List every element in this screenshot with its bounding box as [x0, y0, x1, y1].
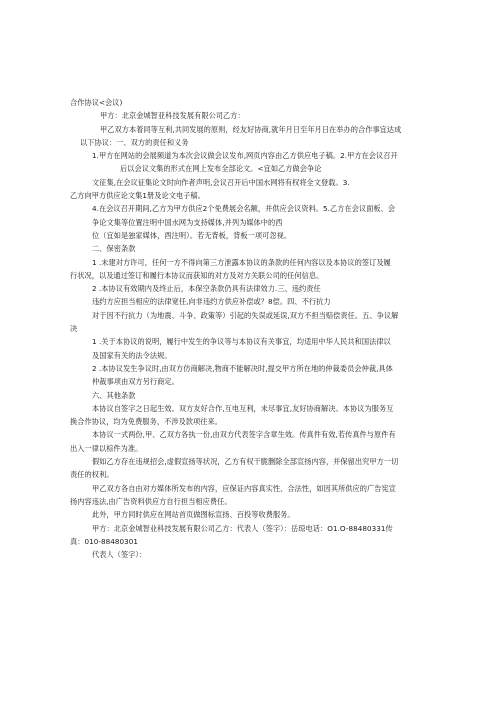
- clause-line: 1 .关于本协议的说明，履行中发生的争议等与本协议有关事宜，均适用中华人民共和国法律以: [92, 337, 391, 347]
- clause-line: 决: [70, 324, 78, 334]
- section-heading: 六、其他条款: [92, 390, 136, 400]
- clause-line: 换合作协议，均为免费服务，不涉及款项往来。: [70, 417, 222, 427]
- fax-line: 真：010-88480301: [70, 536, 138, 546]
- document-title: 合作协议<会议): [70, 98, 123, 107]
- preamble-line: 甲乙双方本着同等互利,共同发展的原则，经友好协商,就年月日至年月日在举办的合作事宜达成: [100, 124, 402, 134]
- agreement-body: [70, 96, 434, 561]
- clause-line: 位（宜如是独家媒体，酉注明）。若无背板，背板一项可忽视。: [92, 230, 292, 240]
- clause-line: 行状况，以及通过签订和履行本协议而获知的对方及对方关联公司的任何信息。: [70, 270, 324, 280]
- representative-signature: 代表人（签字）：: [92, 550, 147, 560]
- clause-line: 此外，甲方同时供应在网站首页做图标宣扬、百投等收费服务。: [92, 510, 295, 520]
- clause-line: 仲裁事项由双方另行商定。: [92, 377, 179, 387]
- clause-line: 2 .本协议有效期内及终止后，本保空条款仍具有法律效力.三、违约责任: [92, 284, 321, 294]
- clause-line: 对于因不行抗力（为地震、斗争、政策等）引起的失误或延误,双方不担当赔偿责任。五、争议解: [92, 310, 399, 320]
- clause-line: 争论文集等位置注明中国水网为支持媒体,并列为媒体中的西: [92, 217, 283, 227]
- clause-line: 本协议一式两份,甲、乙双方各执一份,由双方代表签字含章生效。传真件有效,若传真件与原件有: [92, 430, 396, 440]
- clause-line: 1 .未建对方许可，任何一方不得向第三方泄露本协议的条款的任何内容以及本协议的签订及履: [92, 257, 391, 267]
- signature-line: 甲方：北京金城智业科技发展有限公司乙方：代表人（签字）：岳琼电话：O1.O-88480331传: [92, 523, 393, 533]
- clause-line: 本协议自签字之日起生效。双方友好合作,互电互利，未尽事宜,友好协商解决。本协议为服务互: [92, 403, 394, 413]
- section-heading: 二、保密条款: [92, 244, 136, 254]
- clause-line: 责任的权利。: [70, 470, 114, 480]
- party-a-line: 甲方：北京金城智亚科技发展有限公司乙方：: [100, 111, 245, 121]
- clause-line: 文征集,在会议征集论文时向作者声明,会议召开后中国水网将有权将全文登载。3.: [92, 177, 350, 187]
- clause-line: 假如乙方存在违规招会,虚假宣扬等状况，乙方有权干脆删除全部宣扬内容，并保留出究甲方一切: [92, 457, 399, 467]
- clause-line: 出入一律以棕件为准。: [70, 443, 143, 453]
- clause-line: 1.甲方在网站的会展频道为本次会议做会议发布,网页内容由乙方供应电子稿。2.甲方在会议召开: [92, 151, 398, 161]
- clause-line: 乙方向甲方供应论文集1册及论文电子稿。: [70, 191, 205, 201]
- clause-line: 2 .本协议发生争议时,由双方仿商解决,物商不能解决时,提交甲方所在地的仲裁委员会仲裁,具体: [92, 363, 393, 373]
- clause-line: 扬内容违法,由广告资料供应方自行担当相应费任。: [70, 496, 232, 506]
- preamble-line: 以下协议：一、双方的责任和义务: [80, 137, 189, 147]
- clause-line: 后以会议文集的形式在网上发布全部论文。<宜如乙方做会争论: [120, 164, 322, 174]
- clause-line: 甲乙双方各自由对方媒体所发布的内容，应保证内容真实性、合法性，如因其所供应的广告宪宣: [92, 483, 396, 493]
- clause-line: 违约方应担当相应的法律宽任,向非违约方供应补偿或？8偿。四、不行抗力: [92, 297, 331, 307]
- clause-line: 及国家有关的法令法规。: [92, 350, 172, 360]
- clause-line: 4.在会议召开期间,乙方为甲方供应2个免费展会名额，并供应会议资料。5.乙方在会议面板、会: [92, 204, 396, 214]
